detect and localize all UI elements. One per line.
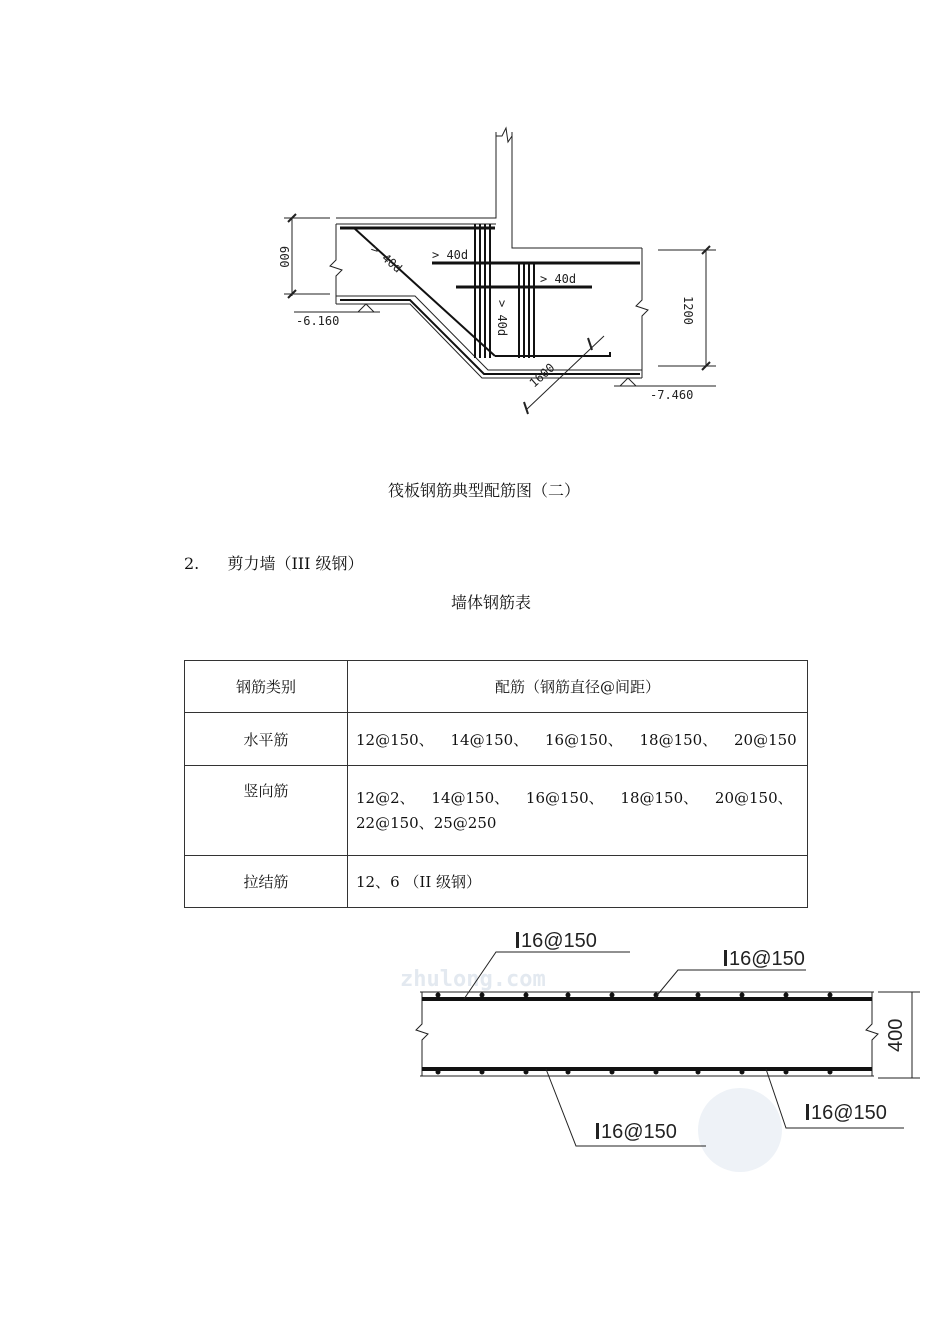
value: 12@150、	[356, 730, 434, 749]
row-values: 12、6 （II 级钢）	[348, 856, 808, 908]
header-category: 钢筋类别	[185, 661, 348, 713]
lap-label-b: > 40d	[432, 248, 469, 262]
rebar-bottom-return	[495, 352, 610, 356]
wall-rebar-table	[184, 660, 808, 908]
left-break-mark	[330, 224, 342, 304]
right-break-mark	[636, 248, 648, 378]
rebar-grade-symbol-icon	[516, 932, 519, 948]
dim-left-label: 600	[277, 246, 291, 268]
table-row	[185, 856, 808, 908]
value: 20@150	[734, 730, 797, 749]
label-bottom-right: 16@150	[811, 1102, 887, 1124]
rebar-dots-top	[436, 993, 833, 998]
value: 18@150、	[620, 788, 699, 807]
value: 12@2、	[356, 788, 415, 807]
row-category: 水平筋	[185, 713, 348, 766]
row-category: 竖向筋	[185, 766, 348, 856]
watermark-text: zhulong.com	[400, 967, 546, 992]
rebar-grade-symbol-icon	[724, 950, 727, 966]
header-reinforcement: 配筋（钢筋直径@间距）	[348, 661, 808, 713]
value: 14@150、	[431, 788, 510, 807]
wall-right-break	[866, 992, 878, 1076]
value: 20@150、	[714, 788, 793, 807]
value: 16@150、	[545, 730, 623, 749]
value: 18@150、	[639, 730, 718, 749]
lap-label-a: > 40d	[368, 241, 405, 276]
wall-outline-left	[336, 132, 496, 218]
row-category: 拉结筋	[185, 856, 348, 908]
section-number: 2.	[184, 554, 200, 573]
figure1-caption: 筏板钢筋典型配筋图（二）	[388, 481, 581, 500]
elev-left-marker	[358, 304, 374, 312]
table-header-row	[185, 661, 808, 713]
value-line-1	[356, 786, 806, 811]
table-row	[185, 713, 808, 766]
leader-top-right	[654, 970, 806, 999]
table-title: 墙体钢筋表	[451, 593, 532, 612]
shear-wall-section-figure	[400, 920, 940, 1190]
section-heading	[184, 551, 364, 574]
label-top-right: 16@150	[729, 948, 805, 970]
wall-vertical-bars	[475, 224, 534, 358]
label-bottom-left: 16@150	[601, 1121, 677, 1143]
label-top-left: 16@150	[521, 930, 597, 952]
table-row	[185, 766, 808, 856]
lap-label-c: > 40d	[540, 272, 577, 286]
row-values	[348, 713, 808, 766]
elev-right-label: -7.460	[650, 388, 694, 402]
row-values	[348, 766, 808, 856]
lap-label-d: > 40d	[495, 300, 509, 337]
elev-left-label: -6.160	[296, 314, 340, 328]
value-line-2: 22@150、25@250	[356, 813, 497, 832]
wall-left-break	[416, 992, 428, 1076]
wall-break-mark	[496, 128, 512, 142]
value: 16@150、	[525, 788, 604, 807]
wall-outline-right	[512, 132, 642, 248]
rebar-grade-symbol-icon	[806, 1104, 809, 1120]
section-title: 剪力墙（III 级钢）	[227, 554, 364, 573]
raft-rebar-detail-figure	[270, 120, 740, 430]
value: 14@150、	[450, 730, 529, 749]
elev-right-marker	[620, 378, 636, 386]
watermark-snowflake-icon	[698, 1088, 782, 1172]
dim-right-label: 1200	[681, 296, 695, 325]
thickness-label: 400	[885, 1018, 907, 1052]
rebar-grade-symbol-icon	[596, 1123, 599, 1139]
dim-slope-label: 1600	[526, 360, 558, 391]
